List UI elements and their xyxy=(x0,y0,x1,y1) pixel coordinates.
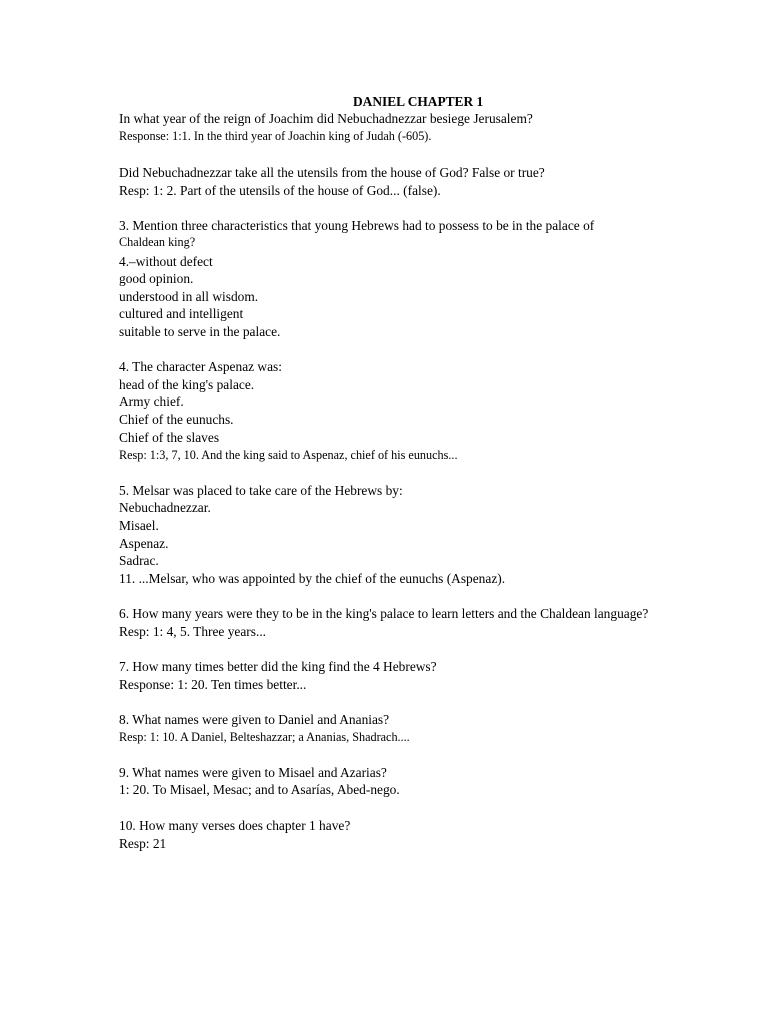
answer-9: 1: 20. To Misael, Mesac; and to Asarías, Abed-nego. xyxy=(119,782,400,797)
option-4a: head of the king's palace. xyxy=(119,377,255,392)
question-9: 9. What names were given to Misael and Azarias? xyxy=(119,765,387,780)
option-5c: Aspenaz. xyxy=(119,536,169,551)
answer-6: Resp: 1: 4, 5. Three years... xyxy=(119,624,267,639)
answer-3-line-5: suitable to serve in the palace. xyxy=(119,324,281,339)
answer-2: Resp: 1: 2. Part of the utensils of the house of God... (false). xyxy=(119,183,441,198)
question-6: 6. How many years were they to be in the king's palace to learn letters and the Chaldean language? xyxy=(119,606,649,621)
answer-4: Resp: 1:3, 7, 10. And the king said to Aspenaz, chief of his eunuchs... xyxy=(119,448,458,462)
answer-3-line-3: understood in all wisdom. xyxy=(119,289,259,304)
question-8: 8. What names were given to Daniel and Ananias? xyxy=(119,712,390,727)
question-5: 5. Melsar was placed to take care of the Hebrews by: xyxy=(119,483,403,498)
answer-7: Response: 1: 20. Ten times better... xyxy=(119,677,307,692)
question-4: 4. The character Aspenaz was: xyxy=(119,359,282,374)
option-5a: Nebuchadnezzar. xyxy=(119,500,211,515)
answer-5: 11. ...Melsar, who was appointed by the chief of the eunuchs (Aspenaz). xyxy=(119,571,506,586)
answer-3-line-2: good opinion. xyxy=(119,271,194,286)
question-3: 3. Mention three characteristics that young Hebrews had to possess to be in the palace of xyxy=(119,218,595,233)
question-10: 10. How many verses does chapter 1 have? xyxy=(119,818,351,833)
question-3-cont: Chaldean king? xyxy=(119,235,196,249)
option-5b: Misael. xyxy=(119,518,159,533)
option-4c: Chief of the eunuchs. xyxy=(119,412,234,427)
question-1: In what year of the reign of Joachim did Nebuchadnezzar besiege Jerusalem? xyxy=(119,111,533,126)
option-4b: Army chief. xyxy=(119,394,184,409)
option-5d: Sadrac. xyxy=(119,553,159,568)
question-7: 7. How many times better did the king find the 4 Hebrews? xyxy=(119,659,437,674)
answer-1: Response: 1:1. In the third year of Joachin king of Judah (-605). xyxy=(119,129,432,143)
answer-10: Resp: 21 xyxy=(119,836,167,851)
answer-3-line-4: cultured and intelligent xyxy=(119,306,244,321)
answer-3-line-1: 4.–without defect xyxy=(119,254,213,269)
answer-8: Resp: 1: 10. A Daniel, Belteshazzar; a Ananias, Shadrach.... xyxy=(119,730,410,744)
option-4d: Chief of the slaves xyxy=(119,430,220,445)
page-title: DANIEL CHAPTER 1 xyxy=(353,94,484,109)
question-2: Did Nebuchadnezzar take all the utensils from the house of God? False or true? xyxy=(119,165,545,180)
